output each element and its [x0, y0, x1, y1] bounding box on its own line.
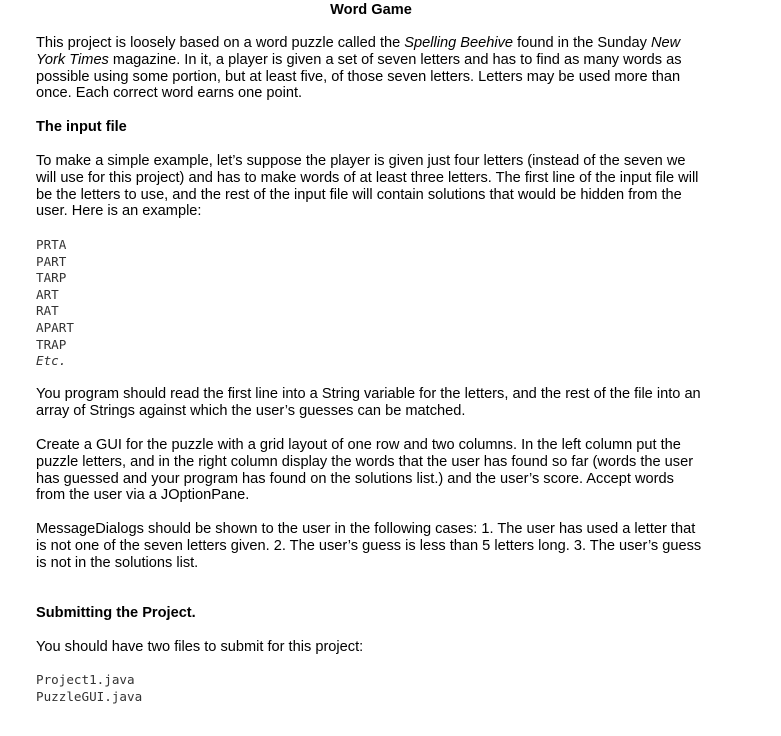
- intro-italic-spelling-beehive: Spelling Beehive: [404, 35, 514, 51]
- submitting-heading: Submitting the Project.: [36, 605, 196, 621]
- program-paragraph: You program should read the first line into a String variable for the letters, and the rest of the file into an array of Strings against which the user’s guesses can be matched.: [36, 386, 701, 419]
- example-line: TRAP: [36, 336, 67, 352]
- page-title: Word Game: [330, 2, 412, 18]
- submission-files-block: [36, 672, 142, 705]
- input-file-paragraph: To make a simple example, let’s suppose the player is given just four letters (instead of the seven we will use for this project) and has to make words of at least three letters. The first line of the input file will be the letters to use, and the rest of the input file will contain solutions that would be hidden from the user. Here is an example:: [36, 153, 699, 220]
- intro-text-3: magazine. In it, a player is given a set of seven letters and has to find as many words as possible using some portion, but at least five, of those seven letters. Letters may be used more than once. Each correct word earns one point.: [36, 51, 682, 102]
- submission-file: Project1.java: [36, 672, 135, 687]
- example-line: APART: [36, 319, 74, 335]
- gui-paragraph: Create a GUI for the puzzle with a grid layout of one row and two columns. In the left column put the puzzle letters, and in the right column display the words that the user has found so far (words the user has guessed and your program has found on the solutions list.) and the user’s score. Accept words from the user via a JOptionPane.: [36, 437, 694, 504]
- intro-italic-nyt: New York Times: [36, 35, 681, 68]
- intro-text-1: This project is loosely based on a word puzzle called the: [36, 35, 405, 51]
- example-line: ART: [36, 286, 59, 302]
- submission-file: PuzzleGUI.java: [36, 688, 143, 704]
- example-line: RAT: [36, 303, 59, 319]
- submitting-paragraph: You should have two files to submit for this project:: [36, 639, 364, 655]
- intro-text-2: found in the Sunday: [513, 35, 651, 51]
- example-line: PART: [36, 253, 67, 269]
- example-input-block: [36, 237, 74, 370]
- example-etc: Etc.: [36, 353, 67, 369]
- intro-paragraph: [36, 35, 706, 102]
- example-line: TARP: [36, 270, 67, 286]
- example-line: PRTA: [36, 237, 67, 252]
- input-file-heading: The input file: [36, 119, 127, 135]
- dialogs-paragraph: MessageDialogs should be shown to the user in the following cases: 1. The user has used a letter that is not one of the seven letters given. 2. The user’s guess is less than 5 letters long. 3. The user’s guess is not in the solutions list.: [36, 521, 702, 571]
